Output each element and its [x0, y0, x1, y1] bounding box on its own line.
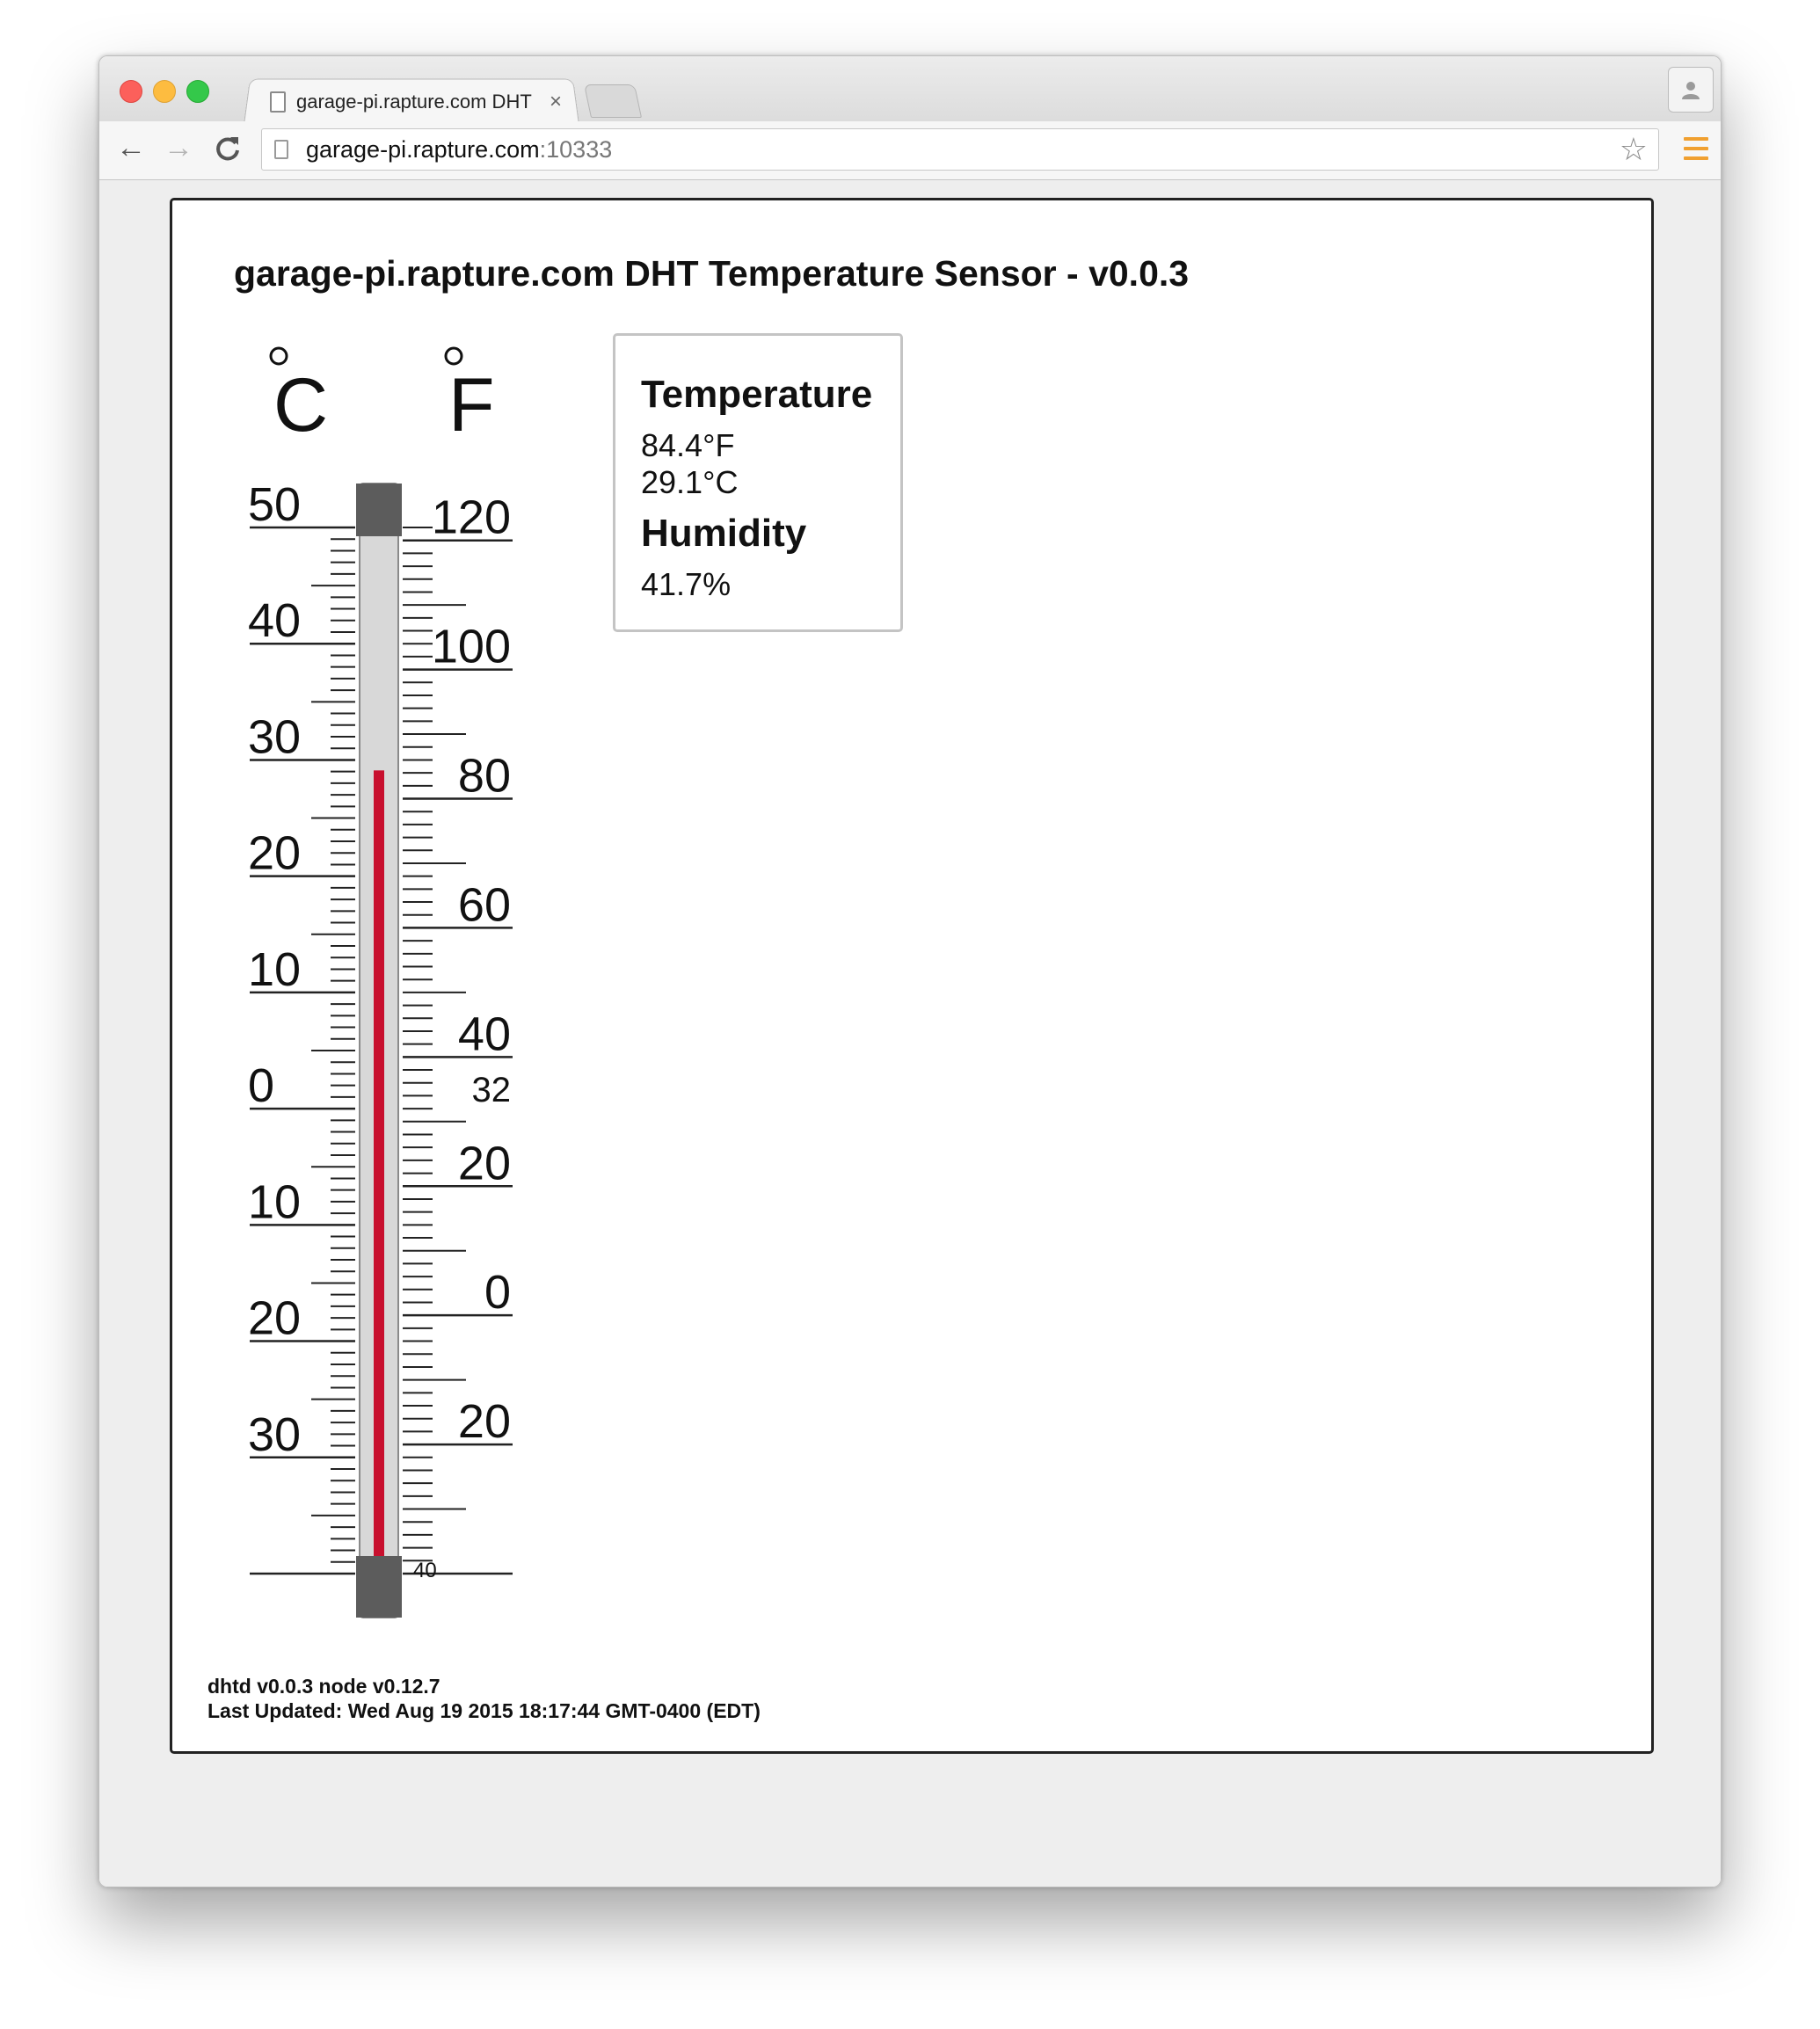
tube-top-cap: [356, 484, 402, 536]
profile-button[interactable]: [1668, 67, 1714, 113]
zoom-window-button[interactable]: [186, 80, 209, 103]
fahrenheit-degree-symbol: [446, 348, 462, 364]
minimize-window-button[interactable]: [153, 80, 176, 103]
back-arrow-icon[interactable]: ←: [116, 130, 146, 164]
fahrenheit-label: 100: [431, 620, 511, 673]
scale-bottom-label: 40: [413, 1559, 437, 1582]
content-panel: [170, 198, 1654, 1754]
fahrenheit-label: 120: [431, 491, 511, 544]
celsius-label: 10: [248, 1175, 302, 1229]
new-tab-button[interactable]: [584, 84, 642, 118]
fahrenheit-label: 80: [457, 749, 511, 803]
profile-icon: [1679, 78, 1702, 101]
star-icon[interactable]: ☆: [1619, 131, 1648, 167]
celsius-label: 30: [248, 1407, 302, 1461]
mercury-column: [374, 770, 384, 1556]
menu-icon[interactable]: [1684, 137, 1708, 160]
reload-glyph: [214, 134, 242, 162]
page-icon: [270, 91, 286, 113]
footer: [207, 1674, 761, 1723]
tube-bottom-cap: [356, 1556, 402, 1618]
celsius-unit: C: [273, 363, 329, 447]
thermometer-graphic: [243, 334, 515, 1635]
browser-window: [98, 55, 1722, 1887]
fahrenheit-unit: F: [448, 363, 495, 447]
page-viewport: [99, 180, 1721, 1887]
tab-content[interactable]: [258, 83, 574, 121]
last-updated: Last Updated: Wed Aug 19 2015 18:17:44 GMT-0400 (EDT): [207, 1699, 761, 1722]
readings-card: [613, 333, 903, 632]
close-window-button[interactable]: [120, 80, 142, 103]
thermometer-image: [243, 334, 515, 1635]
fahrenheit-label: 0: [484, 1266, 511, 1320]
close-icon[interactable]: ×: [550, 90, 563, 113]
temperature-heading: Temperature: [641, 373, 873, 416]
celsius-label: 20: [248, 1291, 302, 1345]
page-icon: [274, 140, 288, 159]
humidity-heading: Humidity: [641, 512, 807, 555]
celsius-label: 10: [248, 942, 302, 996]
celsius-label: 50: [248, 478, 302, 531]
url-port: :10333: [539, 135, 613, 163]
toolbar: [99, 121, 1721, 180]
celsius-label: 0: [248, 1059, 275, 1113]
address-bar[interactable]: [261, 128, 1659, 171]
version-line: dhtd v0.0.3 node v0.12.7: [207, 1675, 440, 1698]
title-bar: [99, 56, 1721, 121]
url-host: garage-pi.rapture.com: [306, 135, 540, 163]
page-title: garage-pi.rapture.com DHT Temperature Sensor - v0.0.3: [234, 253, 1190, 294]
celsius-degree-symbol: [271, 348, 287, 364]
fahrenheit-label: 20: [457, 1395, 511, 1449]
celsius-label: 40: [248, 594, 302, 648]
fahrenheit-label: 60: [457, 878, 511, 932]
forward-arrow-icon[interactable]: →: [164, 130, 193, 164]
celsius-label: 20: [248, 826, 302, 880]
reload-icon[interactable]: [210, 130, 245, 165]
tab-title: garage-pi.rapture.com DHT: [296, 91, 532, 113]
celsius-label: 30: [248, 710, 302, 764]
menu-bar: [1684, 147, 1708, 150]
fahrenheit-label: 40: [457, 1007, 511, 1061]
humidity-value: 41.7%: [641, 566, 732, 602]
temperature-fahrenheit: 84.4°F: [641, 427, 735, 463]
fahrenheit-label: 20: [457, 1137, 511, 1190]
fahrenheit-label: 32: [471, 1071, 511, 1110]
menu-bar: [1684, 137, 1708, 141]
menu-bar: [1684, 156, 1708, 160]
temperature-celsius: 29.1°C: [641, 464, 739, 500]
